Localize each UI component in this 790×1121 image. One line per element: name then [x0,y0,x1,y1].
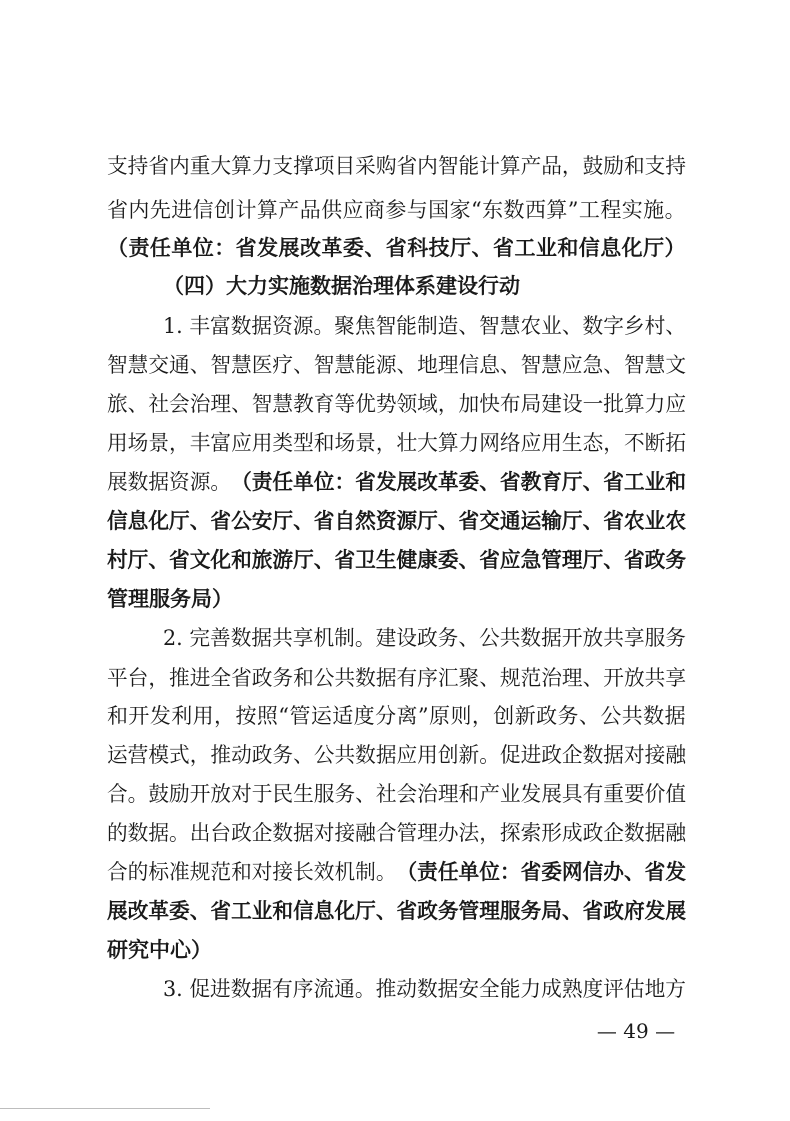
body-text: 和开发利用，按照“管运适度分离”原则，创新政务、公共数据 [107,704,686,728]
para-item-2-line-2 [0,660,790,696]
body-text: 展数据资源。 [107,470,232,494]
line-text [107,464,686,500]
page-number: — 49 — [596,1019,676,1043]
body-text: 平台，推进全省政务和公共数据有序汇聚、规范治理、开放共享 [107,666,686,690]
para-item-2-line-9 [0,932,790,968]
para-item-2-line-7 [0,854,790,890]
body-text: 智慧交通、智慧医疗、智慧能源、地理信息、智慧应急、智慧文 [107,353,686,377]
responsibility-text: 研究中心） [107,937,212,962]
line-text [107,815,686,851]
line-text [107,660,686,696]
para-continuation-line-1 [0,148,790,184]
line-text [107,932,212,968]
line-text [107,230,686,266]
line-text [107,192,686,228]
line-text [107,386,686,422]
para-continuation-line-3 [0,230,790,266]
body-text: 省内先进信创计算产品供应商参与国家“东数西算”工程实施。 [107,198,686,222]
line-text [107,893,686,929]
responsibility-text: （责任单位：省发展改革委、省教育厅、省工业和 [231,469,687,494]
scan-edge-line [0,1108,210,1109]
line-text [107,542,686,578]
para-item-1-line-6 [0,503,790,539]
para-item-1-line-8 [0,581,790,617]
para-item-3-line-1 [0,971,790,1007]
para-item-2-line-6 [0,815,790,851]
responsibility-text: 展改革委、省工业和信息化厅、省政务管理服务局、省政府发展 [107,898,686,923]
body-text: 合。鼓励开放对于民生服务、社会治理和产业发展具有重要价值 [107,782,686,806]
para-item-2-line-8 [0,893,790,929]
line-text [107,347,686,383]
para-item-1-line-5 [0,464,790,500]
para-item-1-line-2 [0,347,790,383]
responsibility-text: （责任单位：省委网信办、省发 [396,859,686,884]
line-text [163,268,520,304]
body-text: 旅、社会治理、智慧教育等优势领域，加快布局建设一批算力应 [107,392,686,416]
para-item-1-line-4 [0,425,790,461]
body-text: 3. 促进数据有序流通。推动数据安全能力成熟度评估地方 [163,977,686,1001]
line-text [107,776,686,812]
para-item-2-line-3 [0,698,790,734]
para-item-2-line-1 [0,620,790,656]
line-text [163,308,686,344]
para-item-1-line-3 [0,386,790,422]
line-text [107,425,686,461]
responsibility-text: 管理服务局） [107,586,233,611]
body-text: 2. 完善数据共享机制。建设政务、公共数据开放共享服务 [163,626,686,650]
body-text: 用场景，丰富应用类型和场景，壮大算力网络应用生态，不断拓 [107,431,686,455]
line-text [163,620,686,656]
line-text [107,854,686,890]
body-text: 合的标准规范和对接长效机制。 [107,860,397,884]
responsibility-text: （四）大力实施数据治理体系建设行动 [163,273,520,298]
body-text: 的数据。出台政企数据对接融合管理办法，探索形成政企数据融 [107,821,686,845]
body-text: 运营模式，推动政务、公共数据应用创新。促进政企数据对接融 [107,743,686,767]
body-text: 1. 丰富数据资源。聚焦智能制造、智慧农业、数字乡村、 [163,314,686,338]
responsibility-text: （责任单位：省发展改革委、省科技厅、省工业和信息化厅） [107,235,686,260]
para-item-1-line-7 [0,542,790,578]
line-text [107,503,686,539]
para-item-2-line-4 [0,737,790,773]
line-text [107,698,686,734]
line-text [107,581,233,617]
para-item-1-line-1 [0,308,790,344]
line-text [107,148,686,184]
line-text [107,737,686,773]
para-item-2-line-5 [0,776,790,812]
body-text: 支持省内重大算力支撑项目采购省内智能计算产品，鼓励和支持 [107,154,686,178]
responsibility-text: 信息化厅、省公安厅、省自然资源厅、省交通运输厅、省农业农 [107,508,686,533]
section-heading-4-line-1 [0,268,790,304]
line-text [163,971,686,1007]
responsibility-text: 村厅、省文化和旅游厅、省卫生健康委、省应急管理厅、省政务 [107,547,686,572]
para-continuation-line-2 [0,192,790,228]
